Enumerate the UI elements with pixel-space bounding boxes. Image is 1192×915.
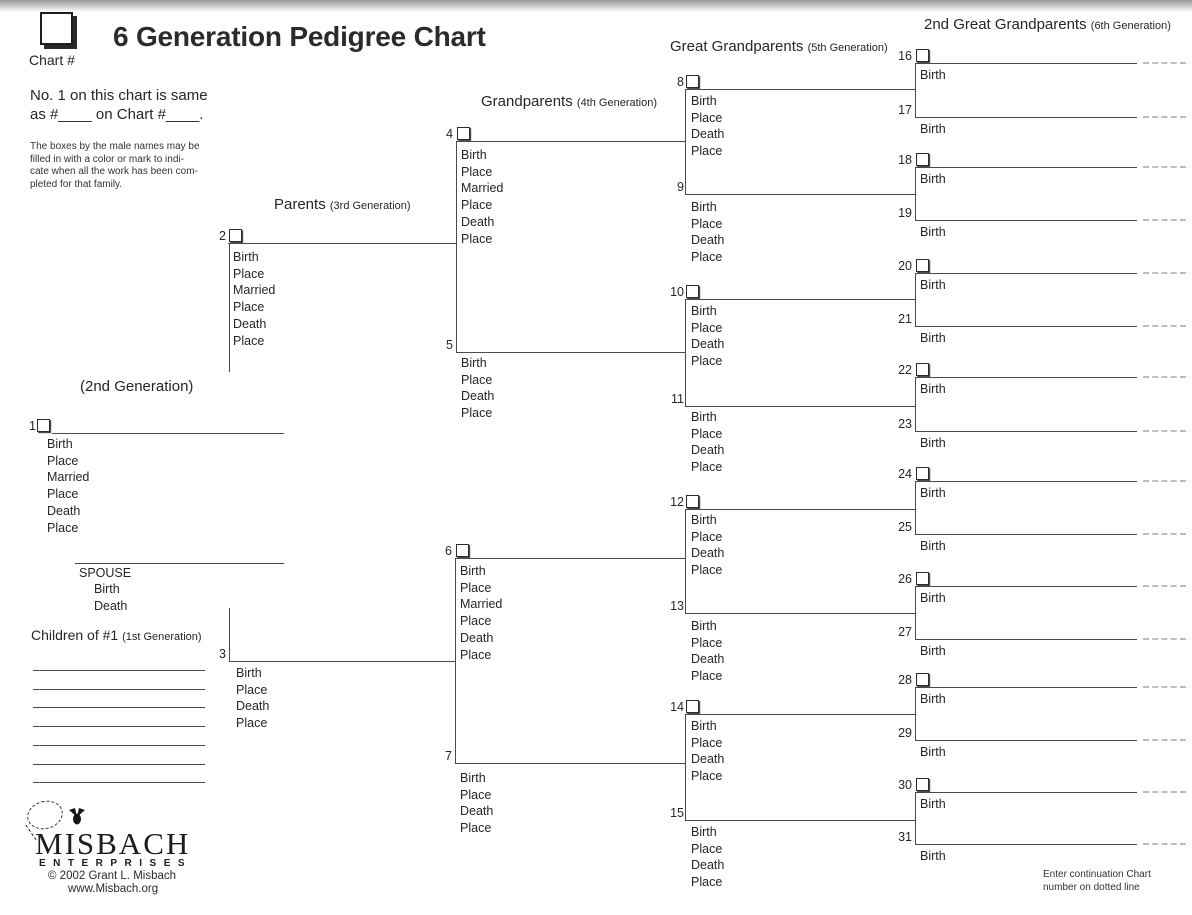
person-name-line[interactable]	[915, 740, 1137, 741]
person-fields	[920, 590, 946, 607]
logo-wordmark: MISBACH	[35, 826, 191, 861]
person-name-line[interactable]	[915, 117, 1137, 118]
continuation-number-line[interactable]	[1143, 219, 1186, 221]
person-field-label: Birth	[920, 172, 946, 186]
person-field-label: Birth	[920, 849, 946, 863]
person-field-label: Birth	[920, 382, 946, 396]
bee-icon	[66, 806, 88, 828]
person-field-label: Place	[691, 354, 723, 369]
continuation-number-line[interactable]	[1143, 480, 1186, 482]
person-number: 19	[898, 206, 912, 220]
person-field-label: Place	[233, 300, 265, 315]
header-parents: Parents (3rd Generation)	[274, 196, 411, 213]
person-number: 25	[898, 520, 912, 534]
person-name-line[interactable]	[685, 509, 916, 510]
person-field-label: Birth	[920, 225, 946, 239]
continuation-number-line[interactable]	[1143, 585, 1186, 587]
person-number: 29	[898, 726, 912, 740]
person-name-line[interactable]	[915, 844, 1137, 845]
person-checkbox[interactable]	[457, 127, 470, 140]
person-fields	[460, 563, 502, 663]
person-field-label: Birth	[460, 564, 486, 578]
person-field-label: Birth	[691, 513, 717, 527]
person-field-label: Birth	[920, 745, 946, 759]
person-field-label: Place	[460, 821, 492, 836]
person-name-line[interactable]	[915, 534, 1137, 535]
person-checkbox[interactable]	[916, 49, 929, 62]
person-name-line[interactable]	[915, 220, 1137, 221]
person-number: 15	[670, 806, 684, 820]
child-name-line[interactable]	[33, 670, 205, 671]
person-number: 16	[898, 49, 912, 63]
person-field-label: Death	[691, 858, 725, 873]
person-field-label: Death	[461, 214, 495, 229]
person-fields	[460, 770, 493, 837]
person-fields	[920, 67, 946, 84]
person-field-label: Place	[691, 529, 723, 544]
person-field-label: Birth	[461, 148, 487, 162]
person-name-line[interactable]	[455, 763, 686, 764]
connector-line	[685, 714, 686, 821]
person-number: 12	[670, 495, 684, 509]
website-text: www.Misbach.org	[68, 883, 159, 895]
person-name-line[interactable]	[685, 714, 916, 715]
copyright-text: © 2002 Grant L. Misbach	[48, 870, 177, 882]
person-name-line[interactable]	[456, 141, 686, 142]
connector-line	[915, 481, 916, 535]
person-number: 20	[898, 259, 912, 273]
person-fields	[920, 224, 946, 241]
person-number: 7	[445, 749, 452, 763]
person-name-line[interactable]	[52, 433, 284, 434]
person-number: 9	[677, 180, 684, 194]
person-checkbox[interactable]	[686, 285, 699, 298]
person-fields	[920, 330, 946, 347]
person-field-label: Birth	[920, 122, 946, 136]
person-fields	[920, 381, 946, 398]
header-2nd-generation: (2nd Generation)	[80, 378, 194, 395]
person-fields	[920, 171, 946, 188]
person-name-line[interactable]	[685, 194, 916, 195]
person-fields	[920, 277, 946, 294]
person-name-line[interactable]	[915, 481, 1137, 482]
spouse-fields: Birth Death	[94, 582, 128, 613]
continuation-number-line[interactable]	[1143, 325, 1186, 327]
person-fields	[691, 409, 724, 476]
connector-line	[915, 586, 916, 640]
person-field-label: Place	[691, 250, 723, 265]
person-name-line[interactable]	[915, 586, 1137, 587]
connector-line	[915, 687, 916, 741]
spouse-name-line[interactable]	[75, 563, 284, 564]
person-field-label: Place	[236, 682, 268, 697]
person-field-label: Death	[691, 443, 725, 458]
person-fields	[691, 618, 724, 685]
child-name-line[interactable]	[33, 707, 205, 708]
connector-line	[455, 558, 456, 764]
person-field-label: Married	[233, 283, 276, 298]
connector-line	[685, 299, 686, 407]
person-field-label: Birth	[920, 644, 946, 658]
scan-edge-shading	[0, 0, 1192, 12]
continuation-number-line[interactable]	[1143, 116, 1186, 118]
person-number: 6	[445, 544, 452, 558]
person-checkbox[interactable]	[916, 259, 929, 272]
person-field-label: Birth	[691, 410, 717, 424]
person-field-label: Place	[233, 266, 265, 281]
person-checkbox[interactable]	[686, 75, 699, 88]
person-number: 5	[446, 338, 453, 352]
person-field-label: Death	[691, 652, 725, 667]
person-checkbox[interactable]	[916, 673, 929, 686]
person-field-label: Place	[691, 216, 723, 231]
person-field-label: Death	[236, 699, 270, 714]
person-fields	[920, 744, 946, 761]
connector-line	[915, 273, 916, 327]
person-field-label: Place	[460, 580, 492, 595]
person-fields	[920, 691, 946, 708]
person-name-line[interactable]	[455, 558, 686, 559]
person-name-line[interactable]	[915, 326, 1137, 327]
person-field-label: Birth	[920, 797, 946, 811]
person-field-label: Birth	[920, 591, 946, 605]
person-number: 3	[219, 647, 226, 661]
connector-line	[456, 141, 457, 353]
person-field-label: Place	[691, 110, 723, 125]
person-field-label: Death	[691, 233, 725, 248]
connector-line	[229, 608, 230, 662]
person-field-label: Death	[460, 804, 494, 819]
person-field-label: Birth	[691, 719, 717, 733]
person-field-label: Birth	[47, 437, 73, 451]
person-checkbox[interactable]	[916, 153, 929, 166]
continuation-number-line[interactable]	[1143, 166, 1186, 168]
person-checkbox[interactable]	[686, 700, 699, 713]
person-checkbox[interactable]	[686, 495, 699, 508]
person-checkbox[interactable]	[916, 467, 929, 480]
person-field-label: Place	[691, 635, 723, 650]
person-fields	[47, 436, 89, 536]
person-number: 17	[898, 103, 912, 117]
person-number: 2	[219, 229, 226, 243]
connector-line	[915, 63, 916, 118]
connector-line	[685, 509, 686, 614]
person-number: 22	[898, 363, 912, 377]
person-field-label: Death	[691, 752, 725, 767]
person-field-label: Death	[461, 389, 495, 404]
person-field-label: Place	[461, 372, 493, 387]
person-field-label: Married	[47, 470, 90, 485]
person-fields	[461, 147, 503, 247]
person-number: 31	[898, 830, 912, 844]
person-fields	[920, 538, 946, 555]
person-field-label: Death	[47, 503, 81, 518]
continuation-number-line[interactable]	[1143, 638, 1186, 640]
person-field-label: Place	[691, 144, 723, 159]
person-field-label: Birth	[920, 692, 946, 706]
person-fields	[236, 665, 269, 732]
person-number: 28	[898, 673, 912, 687]
continuation-note: Enter continuation Chart number on dotted line	[1043, 869, 1151, 893]
person-field-label: Birth	[691, 304, 717, 318]
person-fields	[920, 796, 946, 813]
person-number: 18	[898, 153, 912, 167]
person-name-line[interactable]	[228, 243, 456, 244]
child-name-line[interactable]	[33, 782, 205, 783]
child-name-line[interactable]	[33, 764, 205, 765]
header-children-of-1: Children of #1 (1st Generation)	[31, 627, 202, 643]
header-great-grandparents: Great Grandparents (5th Generation)	[670, 38, 888, 55]
person-checkbox[interactable]	[229, 229, 242, 242]
person-field-label: Death	[691, 337, 725, 352]
continuation-number-line[interactable]	[1143, 430, 1186, 432]
person-fields	[233, 249, 275, 349]
person-fields	[691, 199, 724, 266]
person-number: 26	[898, 572, 912, 586]
connector-line	[685, 89, 686, 195]
person-number: 30	[898, 778, 912, 792]
person-fields	[691, 93, 724, 160]
person-field-label: Birth	[920, 539, 946, 553]
person-field-label: Death	[460, 630, 494, 645]
person-fields	[920, 435, 946, 452]
person-fields	[920, 643, 946, 660]
person-fields	[691, 824, 724, 891]
person-field-label: Death	[691, 127, 725, 142]
person-checkbox[interactable]	[916, 363, 929, 376]
continuation-number-line[interactable]	[1143, 62, 1186, 64]
person-field-label: Place	[461, 406, 493, 421]
person-name-line[interactable]	[915, 639, 1137, 640]
person-field-label: Place	[691, 769, 723, 784]
child-name-line[interactable]	[33, 745, 205, 746]
person-field-label: Death	[233, 316, 267, 331]
person-name-line[interactable]	[915, 792, 1137, 793]
person-field-label: Birth	[920, 331, 946, 345]
person-name-line[interactable]	[915, 377, 1137, 378]
page-title: 6 Generation Pedigree Chart	[113, 21, 486, 52]
header-grandparents: Grandparents (4th Generation)	[481, 93, 658, 110]
person-name-line[interactable]	[685, 406, 916, 407]
person-name-line[interactable]	[915, 63, 1137, 64]
person-field-label: Place	[460, 614, 492, 629]
person-number: 8	[677, 75, 684, 89]
person-name-line[interactable]	[685, 613, 916, 614]
person-field-label: Birth	[691, 200, 717, 214]
person-field-label: Birth	[691, 94, 717, 108]
person-fields	[691, 718, 724, 785]
person-field-label: Birth	[920, 486, 946, 500]
connector-line	[915, 167, 916, 221]
person-name-line[interactable]	[915, 687, 1137, 688]
person-field-label: Place	[47, 487, 79, 502]
spouse-label: SPOUSE	[79, 566, 132, 580]
logo-subtitle: ENTERPRISES	[39, 858, 193, 869]
person-field-label: Death	[691, 546, 725, 561]
person-field-label: Birth	[920, 436, 946, 450]
person-number: 13	[670, 599, 684, 613]
person-fields	[691, 512, 724, 579]
person-field-label: Birth	[461, 356, 487, 370]
person-checkbox[interactable]	[916, 778, 929, 791]
person-field-label: Birth	[920, 278, 946, 292]
person-field-label: Place	[691, 563, 723, 578]
chart-number-box[interactable]	[40, 12, 73, 45]
person-field-label: Place	[461, 231, 493, 246]
connector-line	[915, 377, 916, 432]
header-2nd-great-grandparents: 2nd Great Grandparents (6th Generation)	[924, 16, 1171, 33]
instructions-note: The boxes by the male names may be filled in with a color or mark to indi- cate when all the work has been com- pleted for that family.	[30, 141, 200, 190]
person-field-label: Place	[233, 333, 265, 348]
person-number: 14	[670, 700, 684, 714]
person-field-label: Place	[460, 647, 492, 662]
person-name-line[interactable]	[915, 273, 1137, 274]
person-field-label: Place	[691, 841, 723, 856]
person-field-label: Place	[691, 320, 723, 335]
person-fields	[691, 303, 724, 370]
person-field-label: Birth	[920, 68, 946, 82]
person-fields	[920, 121, 946, 138]
person-number: 11	[671, 392, 684, 406]
person-number: 24	[898, 467, 912, 481]
person-name-line[interactable]	[456, 352, 686, 353]
person-fields	[920, 848, 946, 865]
same-person-note: No. 1 on this chart is same as #____ on Chart #____.	[30, 87, 208, 123]
person-field-label: Married	[460, 597, 503, 612]
person-number: 27	[898, 625, 912, 639]
person-name-line[interactable]	[685, 299, 916, 300]
person-number: 21	[898, 312, 912, 326]
continuation-number-line[interactable]	[1143, 739, 1186, 741]
person-number: 1	[29, 419, 36, 433]
person-field-label: Place	[461, 198, 493, 213]
person-field-label: Place	[691, 426, 723, 441]
person-field-label: Place	[691, 460, 723, 475]
continuation-number-line[interactable]	[1143, 533, 1186, 535]
person-name-line[interactable]	[685, 820, 916, 821]
person-field-label: Place	[691, 875, 723, 890]
connector-line	[229, 243, 230, 372]
person-name-line[interactable]	[915, 431, 1137, 432]
person-number: 10	[670, 285, 684, 299]
child-name-line[interactable]	[33, 689, 205, 690]
person-field-label: Place	[236, 716, 268, 731]
person-number: 4	[446, 127, 453, 141]
person-field-label: Birth	[236, 666, 262, 680]
person-field-label: Place	[47, 520, 79, 535]
continuation-number-line[interactable]	[1143, 686, 1186, 688]
person-name-line[interactable]	[915, 167, 1137, 168]
person-checkbox[interactable]	[456, 544, 469, 557]
child-name-line[interactable]	[33, 726, 205, 727]
person-field-label: Married	[461, 181, 504, 196]
connector-line	[915, 792, 916, 845]
continuation-number-line[interactable]	[1143, 376, 1186, 378]
person-field-label: Birth	[460, 771, 486, 785]
continuation-number-line[interactable]	[1143, 272, 1186, 274]
person-name-line[interactable]	[685, 89, 916, 90]
chart-number-label: Chart #	[29, 52, 75, 68]
person-field-label: Birth	[691, 619, 717, 633]
continuation-number-line[interactable]	[1143, 791, 1186, 793]
person-field-label: Place	[47, 453, 79, 468]
person-field-label: Place	[460, 787, 492, 802]
person-field-label: Birth	[691, 825, 717, 839]
person-field-label: Place	[691, 669, 723, 684]
person-field-label: Place	[691, 735, 723, 750]
continuation-number-line[interactable]	[1143, 843, 1186, 845]
person-field-label: Birth	[233, 250, 259, 264]
person-number: 23	[898, 417, 912, 431]
person-fields	[461, 355, 494, 422]
person-field-label: Place	[461, 164, 493, 179]
person-checkbox[interactable]	[916, 572, 929, 585]
person-checkbox[interactable]	[37, 419, 50, 432]
person-fields	[920, 485, 946, 502]
person-name-line[interactable]	[229, 661, 456, 662]
